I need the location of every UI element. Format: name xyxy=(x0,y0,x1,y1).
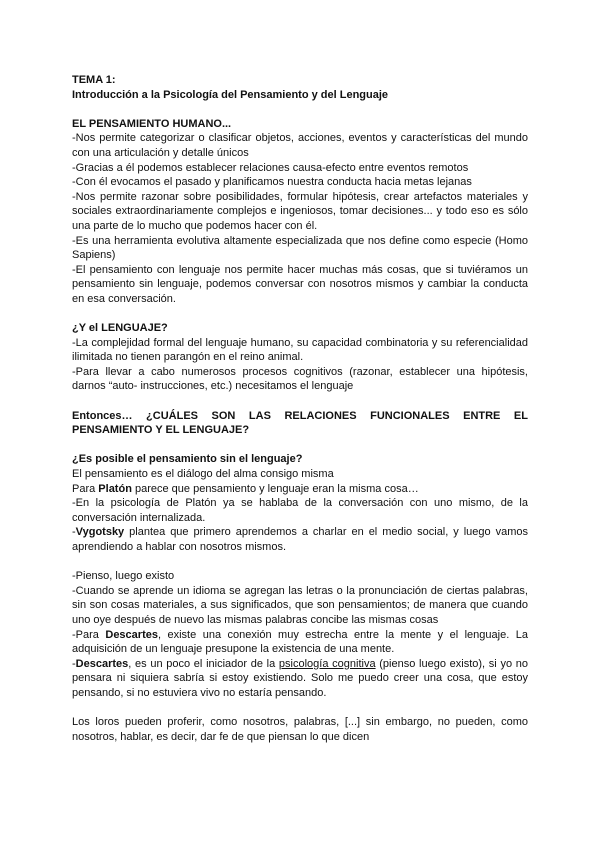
lenguaje-item-procesos: -Para llevar a cabo numerosos procesos cognitivos (razonar, establecer una hipótesis, darnos “auto- instrucciones, etc.) necesitamos el lenguaje xyxy=(72,365,528,393)
pensamiento-item-lenguaje: -El pensamiento con lenguaje nos permite hacer muchas más cosas, que si tuviéramos un pensamiento sin lenguaje, podemos conversar con nosotros mismos y cambiar la conducta en esa conversación. xyxy=(72,263,528,305)
vygotsky-name: Vygotsky xyxy=(75,526,125,539)
section-posible-heading: ¿Es posible el pensamiento sin el lenguaje? xyxy=(72,453,303,466)
section-relaciones-heading-line1: Entonces… ¿CUÁLES SON LAS RELACIONES FUNCIONALES ENTRE EL xyxy=(72,409,528,422)
section-lenguaje-heading: ¿Y el LENGUAJE? xyxy=(72,322,168,335)
pienso-line: -Pienso, luego existo xyxy=(72,570,175,583)
psicologia-cognitiva-link[interactable]: psicología cognitiva xyxy=(278,657,376,670)
loros-quote: Los loros pueden proferir, como nosotros, palabras, [...] sin embargo, no pueden, como nosotros, hablar, es decir, dar fe de que piensan lo que dicen xyxy=(72,716,528,743)
pensamiento-item-causa-efecto: -Gracias a él podemos establecer relaciones causa-efecto entre eventos remotos xyxy=(72,161,469,174)
pensamiento-item-categorizar: -Nos permite categorizar o clasificar objetos, acciones, eventos y características del mundo con una articulación y detalle únicos xyxy=(72,132,528,159)
platon-item: -En la psicología de Platón ya se hablaba de la conversación con uno mismo, de la conversación internalizada. xyxy=(72,497,528,524)
descartes-item-2: -Descartes, es un poco el iniciador de la psicología cognitiva (pienso luego existo), si yo no pensara ni siquiera sabría si estoy existiendo. Solo me puedo creer una cosa, que estoy pensando, si no estuviera vivo no estaría pensando. xyxy=(72,657,528,699)
tema-label: TEMA 1: xyxy=(72,74,116,86)
section-relaciones-heading-line2: PENSAMIENTO Y EL LENGUAJE? xyxy=(72,424,250,437)
pensamiento-item-razonar: -Nos permite razonar sobre posibilidades, formular hipótesis, crear artefactos materiales y sociales extraordinariamente complejos e ingeniosos, tomar decisiones... y todo eso es sólo una parte de lo mucho que podemos hacer con él. xyxy=(72,190,528,232)
lenguaje-item-complejidad: -La complejidad formal del lenguaje humano, su capacidad combinatoria y su referencialidad ilimitada no tienen parangón en el reino animal. xyxy=(72,336,528,364)
tema-title: Introducción a la Psicología del Pensamiento y del Lenguaje xyxy=(72,88,389,101)
pensamiento-item-herramienta: -Es una herramienta evolutiva altamente especializada que nos define como especie (Homo Sapiens) xyxy=(72,234,528,262)
descartes-name-2: Descartes xyxy=(75,657,129,670)
vygotsky-item: -Vygotsky plantea que primero aprendemos a charlar en el medio social, y luego vamos aprendiendo a hablar con nosotros mismos. xyxy=(72,526,528,553)
pensamiento-item-evocar: -Con él evocamos el pasado y planificamos nuestra conducta hacia metas lejanas xyxy=(72,176,472,189)
idioma-item: -Cuando se aprende un idioma se agregan las letras o la pronunciación de ciertas palabras, sin son cosas materiales, a sus significados, que son pensamientos; de manera que cuando uno oye después de nuevo las mismas palabras concibe las mismas cosas xyxy=(72,584,528,626)
section-pensamiento-heading: EL PENSAMIENTO HUMANO... xyxy=(72,117,232,130)
descartes-item-1: -Para Descartes, existe una conexión muy estrecha entre la mente y el lenguaje. La adquisición de un lenguaje presupone la existencia de una mente. xyxy=(72,628,528,656)
platon-line: Para Platón parece que pensamiento y lenguaje eran la misma cosa… xyxy=(72,482,419,495)
descartes-name-1: Descartes xyxy=(105,628,158,641)
dialogo-alma-line: El pensamiento es el diálogo del alma consigo misma xyxy=(72,468,334,481)
platon-name: Platón xyxy=(98,482,132,495)
document-body xyxy=(72,73,528,744)
